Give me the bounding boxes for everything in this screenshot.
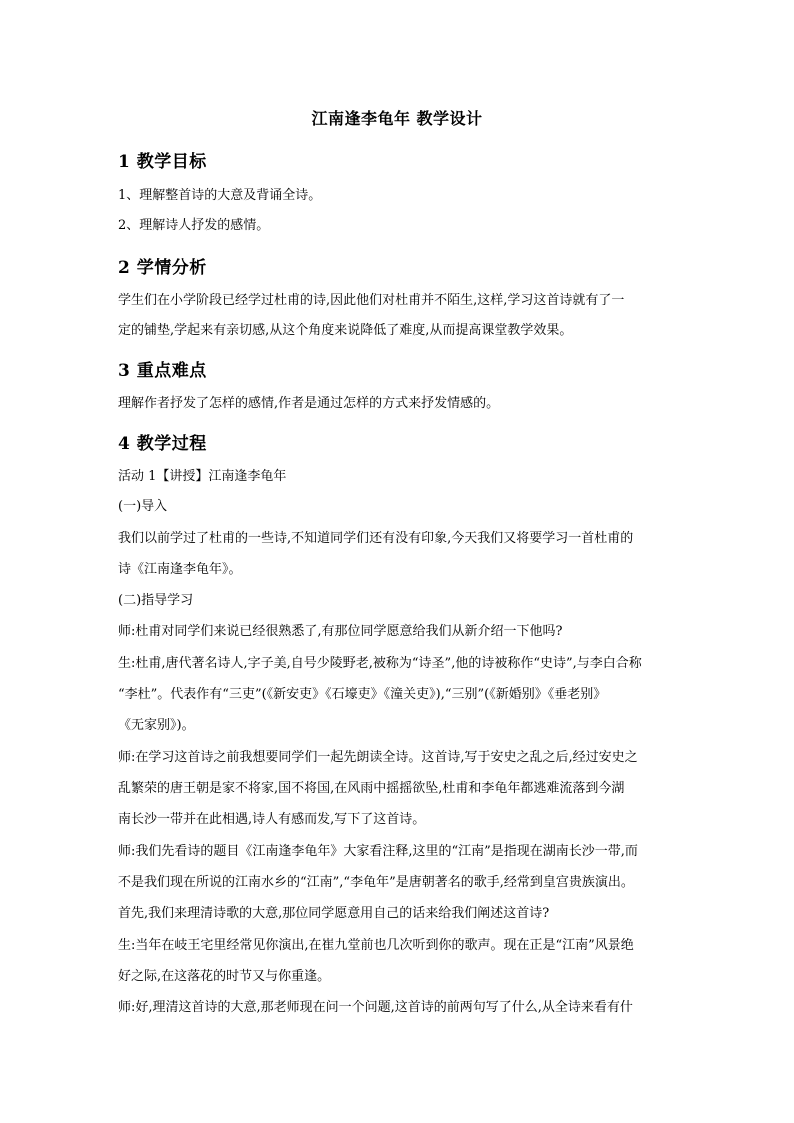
section-heading-analysis: 2 学情分析	[118, 258, 207, 278]
paragraph-line: 诗《江南逢李龟年》。	[118, 562, 242, 577]
paragraph-line: 定的铺垫,学起来有亲切感,从这个角度来说降低了难度,从而提高课堂教学效果。	[118, 323, 573, 338]
paragraph-line: 学生们在小学阶段已经学过杜甫的诗,因此他们对杜甫并不陌生,这样,学习这首诗就有了一	[118, 293, 625, 308]
paragraph-line: 师:我们先看诗的题目《江南逢李龟年》大家看注释,这里的“江南”是指现在湖南长沙一带,而	[118, 844, 638, 859]
paragraph-line: “李杜”。代表作有“三吏”(《新安吏》《石壕吏》《潼关吏》),“三别”(《新婚别》《垂老别》	[118, 687, 607, 702]
document-title: 江南逢李龟年 教学设计	[311, 109, 483, 128]
paragraph-line: 我们以前学过了杜甫的一些诗,不知道同学们还有没有印象,今天我们又将要学习一首杜甫的	[118, 531, 634, 546]
subheading-line: (一)导入	[118, 499, 168, 514]
objective-item: 2、理解诗人抒发的感情。	[118, 218, 270, 233]
paragraph-line: 生:当年在岐王宅里经常见你演出,在崔九堂前也几次听到你的歌声。现在正是“江南”风景绝	[118, 938, 634, 953]
subheading-line: (二)指导学习	[118, 593, 194, 608]
paragraph-line: 生:杜甫,唐代著名诗人,字子美,自号少陵野老,被称为“诗圣”,他的诗被称作“史诗”,与李白合称	[118, 656, 642, 671]
objective-item: 1、理解整首诗的大意及背诵全诗。	[118, 188, 322, 203]
activity-line: 活动 1【讲授】江南逢李龟年	[118, 469, 287, 484]
section-heading-process: 4 教学过程	[118, 434, 207, 454]
paragraph-line: 理解作者抒发了怎样的感情,作者是通过怎样的方式来抒发情感的。	[118, 396, 500, 411]
section-heading-key-points: 3 重点难点	[118, 361, 207, 381]
section-heading-objectives: 1 教学目标	[118, 152, 207, 172]
paragraph-line: 南长沙一带并在此相遇,诗人有感而发,写下了这首诗。	[118, 812, 426, 827]
paragraph-line: 《无家别》)。	[118, 718, 195, 733]
paragraph-line: 首先,我们来理清诗歌的大意,那位同学愿意用自己的话来给我们阐述这首诗?	[118, 906, 550, 921]
paragraph-line: 乱繁荣的唐王朝是家不将家,国不将国,在风雨中摇摇欲坠,杜甫和李龟年都逃难流落到今湖	[118, 781, 625, 796]
paragraph-line: 师:好,理清这首诗的大意,那老师现在问一个问题,这首诗的前两句写了什么,从全诗来看有什	[118, 1000, 633, 1015]
paragraph-line: 好之际,在这落花的时节又与你重逢。	[118, 969, 331, 984]
paragraph-line: 师:在学习这首诗之前我想要同学们一起先朗读全诗。这首诗,写于安史之乱之后,经过安史之	[118, 750, 638, 765]
paragraph-line: 师:杜甫对同学们来说已经很熟悉了,有那位同学愿意给我们从新介绍一下他吗?	[118, 624, 563, 639]
paragraph-line: 不是我们现在所说的江南水乡的“江南”,“李龟年”是唐朝著名的歌手,经常到皇宫贵族演出。	[118, 875, 634, 890]
